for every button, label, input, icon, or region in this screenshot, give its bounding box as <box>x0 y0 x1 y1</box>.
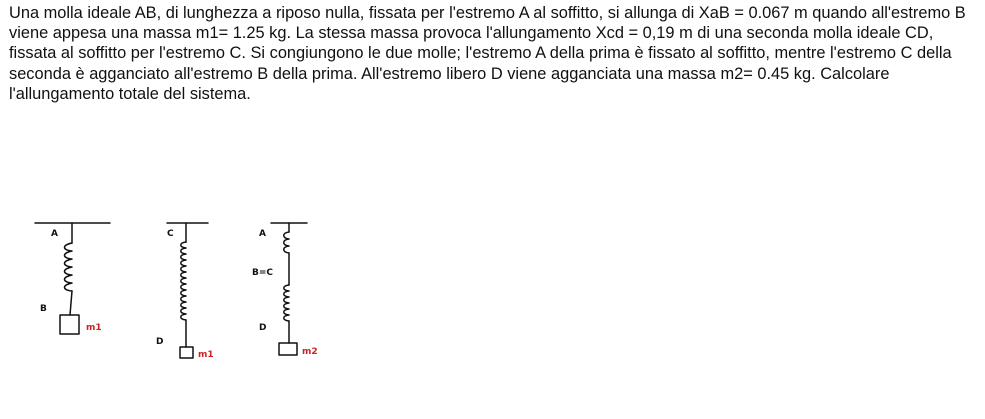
mass-label-m2: m2 <box>302 347 318 357</box>
spring-coil-upper <box>284 232 289 253</box>
spring-setup-2 <box>167 223 208 358</box>
label-b-equals-c: B=C <box>252 268 274 278</box>
label-a: A <box>259 229 266 239</box>
label-d: D <box>259 323 267 333</box>
label-c: C <box>167 229 174 239</box>
spring-setup-3 <box>271 223 307 355</box>
mass-block <box>279 343 297 355</box>
spring-setup-1 <box>35 223 110 334</box>
label-d: D <box>156 337 164 347</box>
label-b: B <box>40 304 47 314</box>
spring-coil-lower <box>284 285 289 321</box>
spring-coil <box>181 242 186 320</box>
mass-label-m1: m1 <box>86 323 102 333</box>
mass-label-m1: m1 <box>198 350 214 360</box>
mass-block <box>180 347 193 358</box>
problem-statement: Una molla ideale AB, di lunghezza a riposo nulla, fissata per l'estremo A al soffitto, si allunga di XaB = 0.067 m quando all'estremo B viene appesa una massa m1= 1.25 kg. La stessa massa provoca l'allungamento Xcd = 0,19 m di una seconda molla ideale CD, fissata al soffitto per l'estremo C. Si congiungono le due molle; l'estremo A della prima è fissato al soffitto, mentre l'estremo C della seconda è agganciato all'estremo B della prima. All'estremo libero D viene agganciata una massa m2= 0.45 kg. Calcolare l'allungamento totale del sistema. <box>9 4 966 103</box>
spring-coil <box>65 243 73 291</box>
label-a: A <box>51 229 58 239</box>
spring-hook-bottom <box>70 291 72 315</box>
mass-block <box>60 315 79 334</box>
